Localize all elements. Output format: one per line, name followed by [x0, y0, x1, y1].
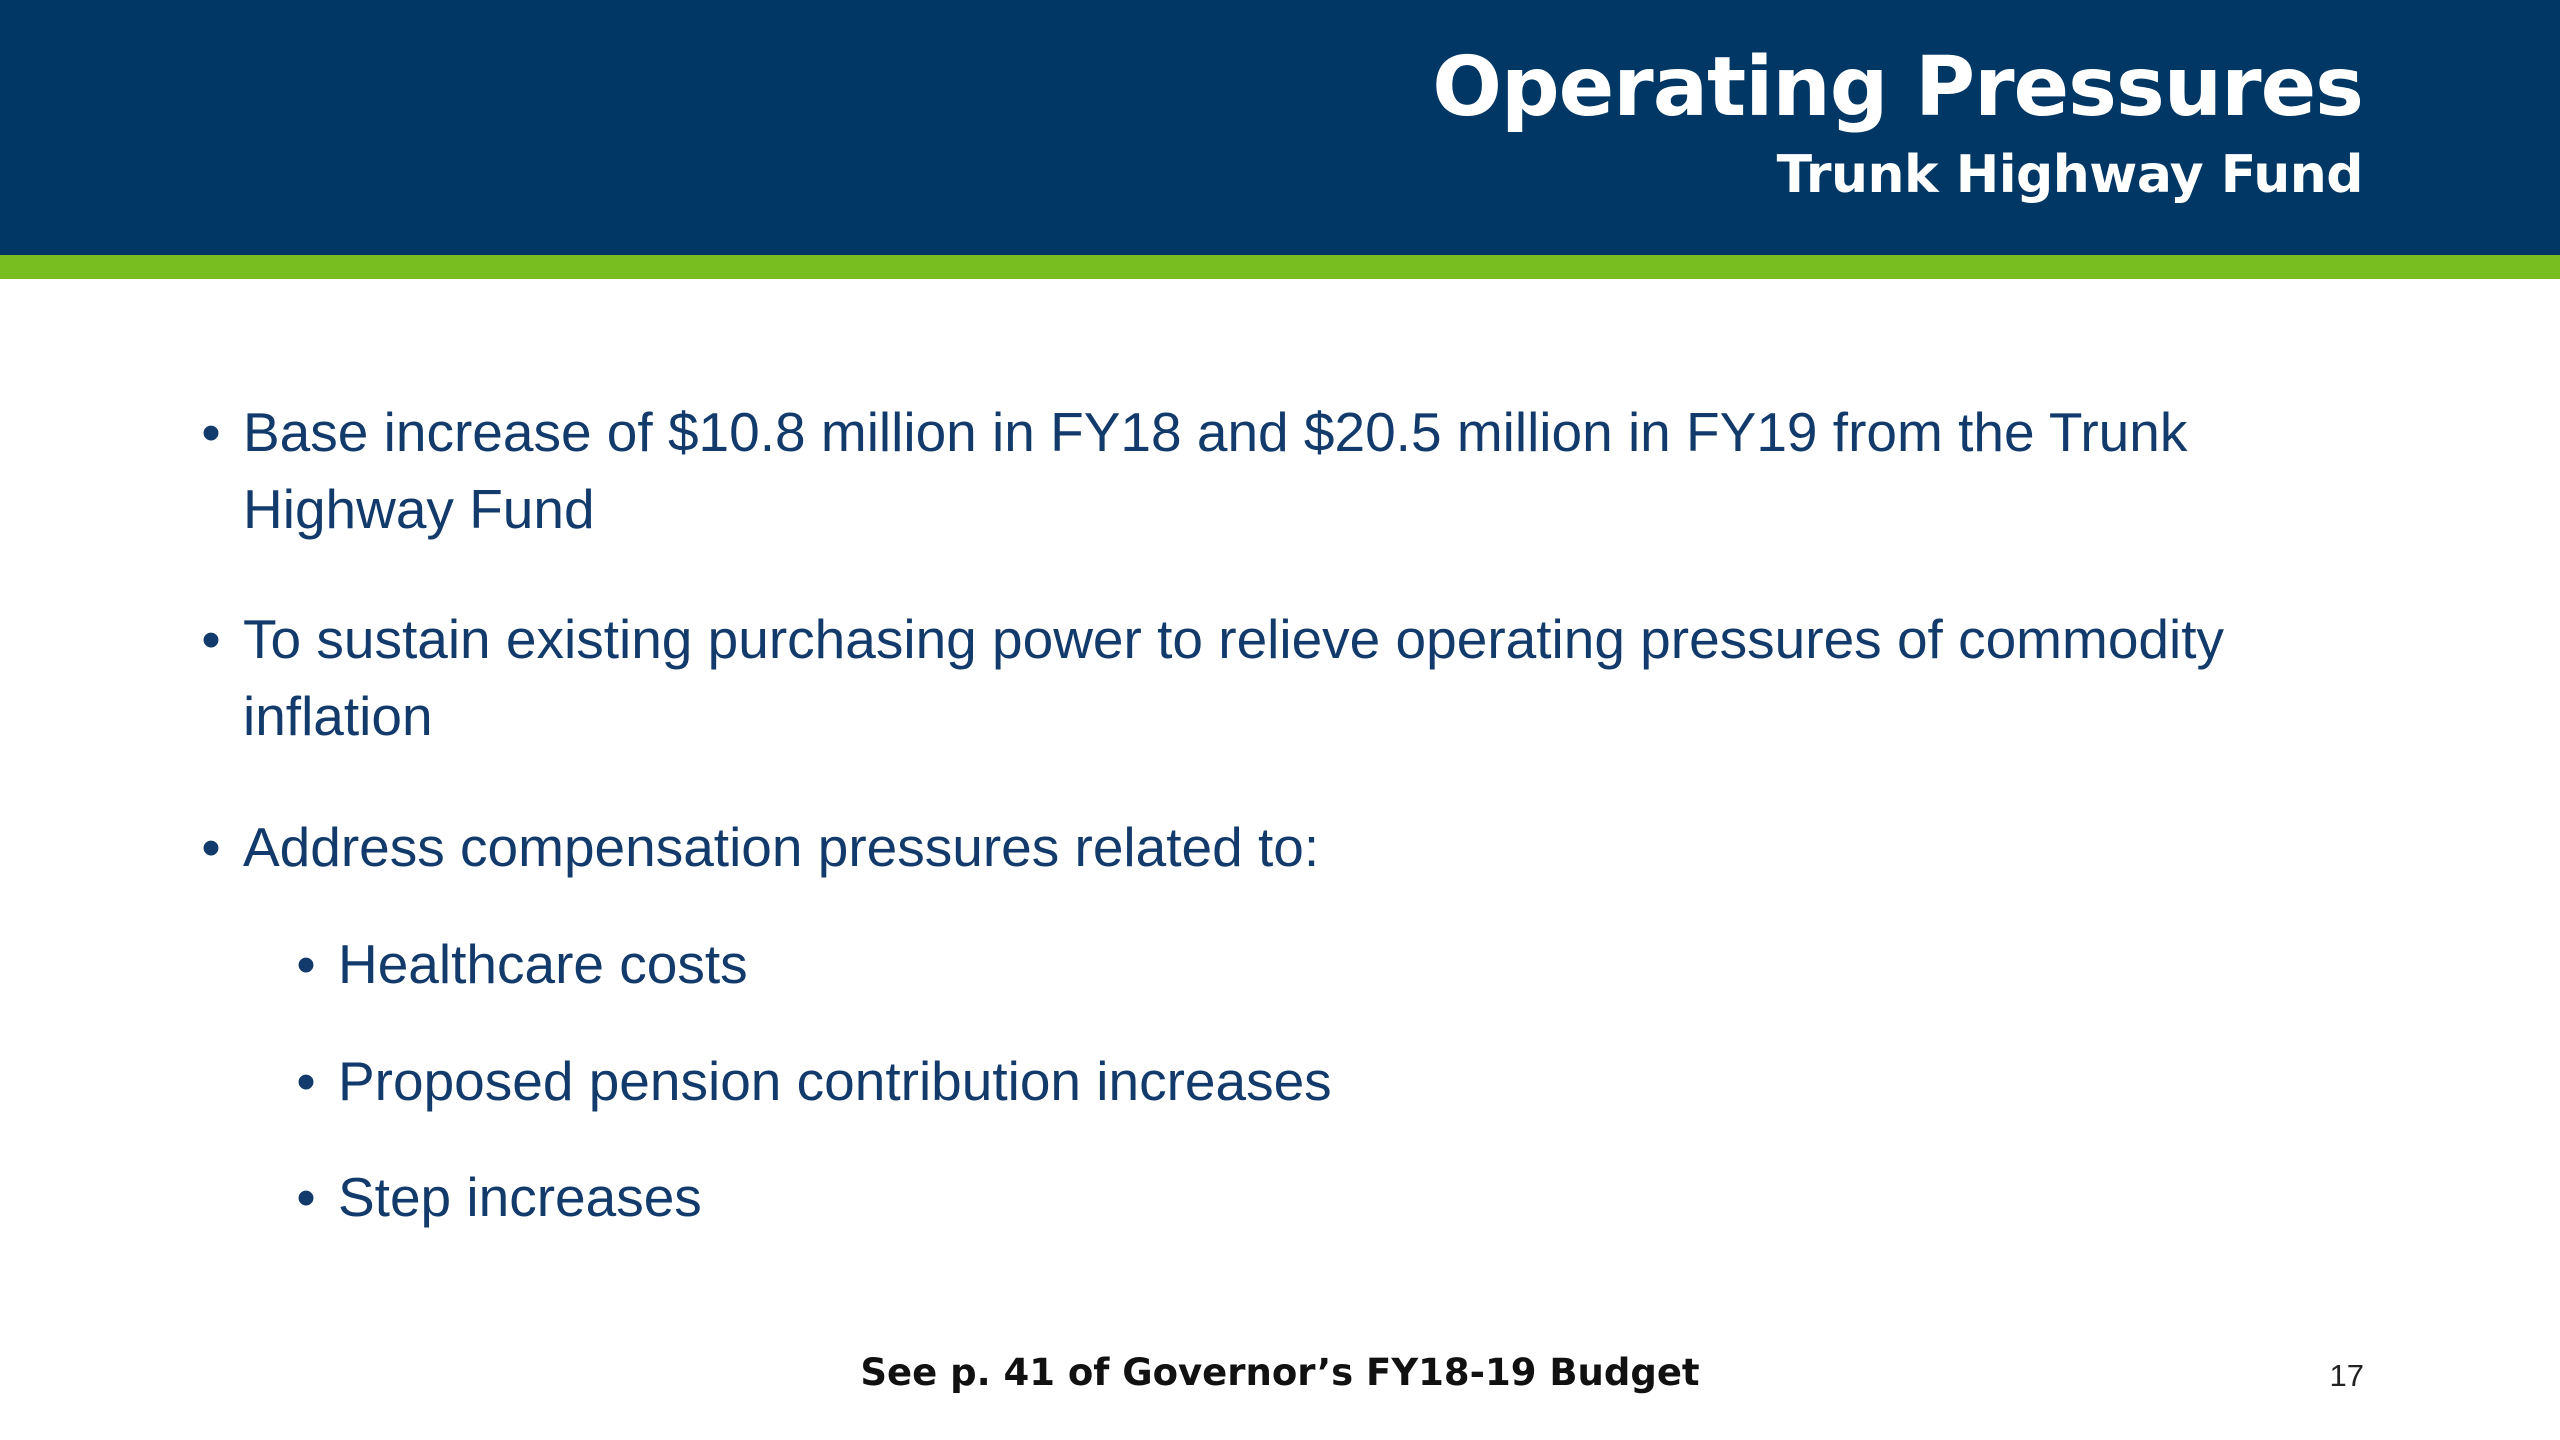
bullet-dot-icon: •: [201, 816, 221, 878]
sub-bullet-item: [296, 1159, 2238, 1236]
bullet-text: Address compensation pressures related to:: [243, 816, 1320, 878]
slide-title: Operating Pressures: [1432, 40, 2363, 135]
sub-bullet-item: [296, 1043, 2238, 1120]
bullet-text: To sustain existing purchasing power to relieve operating pressures of commodity inflation: [243, 608, 2224, 747]
bullet-item: [201, 809, 2363, 886]
sub-bullet-text: Proposed pension contribution increases: [338, 1050, 1332, 1112]
bullet-dot-icon: •: [201, 401, 221, 463]
bullet-dot-icon: •: [201, 608, 221, 670]
sub-bullet-item: [296, 926, 2238, 1003]
page-number: 17: [2329, 1358, 2364, 1393]
source-footnote: See p. 41 of Governor’s FY18-19 Budget: [860, 1351, 1700, 1394]
bullet-item: [201, 601, 2363, 755]
bullet-dot-icon: •: [296, 1166, 316, 1228]
bullet-item: [201, 394, 2363, 548]
slide-subtitle: Trunk Highway Fund: [1776, 145, 2363, 205]
bullet-dot-icon: •: [296, 1050, 316, 1112]
sub-bullet-text: Healthcare costs: [338, 933, 748, 995]
bullet-dot-icon: •: [296, 933, 316, 995]
sub-bullet-text: Step increases: [338, 1166, 702, 1228]
bullet-text: Base increase of $10.8 million in FY18 and $20.5 million in FY19 from the Trunk Highway Fund: [243, 401, 2188, 540]
